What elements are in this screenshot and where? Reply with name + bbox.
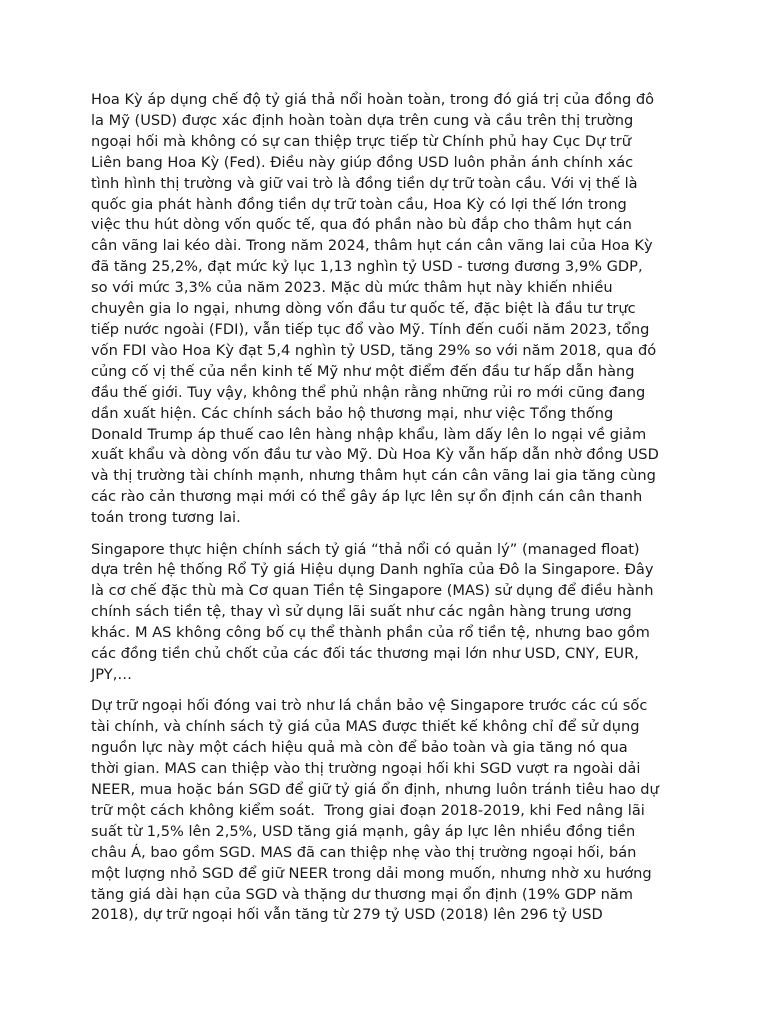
text-line: châu Á, bao gồm SGD. MAS đã can thiệp nhẹ vào thị trường ngoại hối, bán	[91, 843, 637, 861]
text-line: tình hình thị trường và giữ vai trò là đồng tiền dự trữ toàn cầu. Với vị thế là	[91, 174, 638, 192]
text-line: suất từ 1,5% lên 2,5%, USD tăng giá mạnh, gây áp lực lên nhiều đồng tiền	[91, 822, 636, 840]
text-line: 2018), dự trữ ngoại hối vẫn tăng từ 279 tỷ USD (2018) lên 296 tỷ USD	[91, 906, 603, 924]
text-line: tài chính, và chính sách tỷ giá của MAS được thiết kế không chỉ để sử dụng	[91, 718, 640, 736]
text-line: khác. M AS không công bố cụ thể thành phần của rổ tiền tệ, nhưng bao gồm	[91, 624, 650, 642]
text-line: đầu thế giới. Tuy vậy, không thể phủ nhận rằng những rủi ro mới cũng đang	[91, 383, 646, 401]
text-line: ngoại hối mà không có sự can thiệp trực tiếp từ Chính phủ hay Cục Dự trữ	[91, 132, 631, 150]
text-line: Liên bang Hoa Kỳ (Fed). Điều này giúp đồng USD luôn phản ánh chính xác	[91, 153, 634, 171]
text-line: Hoa Kỳ áp dụng chế độ tỷ giá thả nổi hoàn toàn, trong đó giá trị của đồng đô	[91, 91, 655, 108]
text-line: Donald Trump áp thuế cao lên hàng nhập khẩu, làm dấy lên lo ngại về giảm	[91, 425, 647, 443]
text-line: các đồng tiền chủ chốt của các đối tác thương mại lớn như USD, CNY, EUR,	[91, 645, 639, 663]
text-line: và thị trường tài chính mạnh, nhưng thâm hụt cán cân vãng lai gia tăng cùng	[91, 467, 656, 485]
text-line: là cơ chế đặc thù mà Cơ quan Tiền tệ Singapore (MAS) sử dụng để điều hành	[91, 582, 654, 600]
text-line: chuyên gia lo ngại, nhưng dòng vốn đầu tư quốc tế, đặc biệt là đầu tư trực	[91, 300, 636, 318]
text-line: các rào cản thương mại mới có thể gây áp lực lên sự ổn định cán cân thanh	[91, 488, 643, 506]
text-line: chính sách tiền tệ, thay vì sử dụng lãi suất như các ngân hàng trung ương	[91, 603, 632, 621]
text-line: Dự trữ ngoại hối đóng vai trò như lá chắn bảo vệ Singapore trước các cú sốc	[91, 697, 648, 715]
text-line: thời gian. MAS can thiệp vào thị trường ngoại hối khi SGD vượt ra ngoài dải	[91, 760, 641, 778]
text-line: JPY,…	[91, 665, 132, 683]
text-line: tăng giá dài hạn của SGD và thặng dư thương mại ổn định (19% GDP năm	[91, 885, 634, 903]
text-line: xuất khẩu và dòng vốn đầu tư vào Mỹ. Dù Hoa Kỳ vẫn hấp dẫn nhờ đồng USD	[91, 446, 659, 464]
text-line: la Mỹ (USD) được xác định hoàn toàn dựa trên cung và cầu trên thị trường	[91, 111, 634, 129]
text-line: việc thu hút dòng vốn quốc tế, qua đó phần nào bù đắp cho thâm hụt cán	[91, 216, 632, 234]
text-line: toán trong tương lai.	[91, 509, 241, 527]
text-line: một lượng nhỏ SGD để giữ NEER trong dải mong muốn, nhưng nhờ xu hướng	[91, 864, 652, 882]
text-line: củng cố vị thế của nền kinh tế Mỹ như một điểm đến đầu tư hấp dẫn hàng	[91, 362, 635, 380]
paragraph	[91, 696, 691, 926]
text-line: dần xuất hiện. Các chính sách bảo hộ thương mại, như việc Tổng thống	[91, 404, 614, 422]
text-line: dựa trên hệ thống Rổ Tỷ giá Hiệu dụng Danh nghĩa của Đô la Singapore. Đây	[91, 561, 654, 579]
text-line: trữ một cách không kiểm soát. Trong giai đoạn 2018-2019, khi Fed nâng lãi	[91, 801, 645, 819]
paragraph	[91, 540, 691, 686]
text-line: vốn FDI vào Hoa Kỳ đạt 5,4 nghìn tỷ USD, tăng 29% so với năm 2018, qua đó	[91, 341, 657, 359]
document-body	[91, 90, 691, 937]
text-line: đã tăng 25,2%, đạt mức kỷ lục 1,13 nghìn tỷ USD - tương đương 3,9% GDP,	[91, 258, 643, 276]
text-line: so với mức 3,3% của năm 2023. Mặc dù mức thâm hụt này khiến nhiều	[91, 279, 613, 297]
paragraph	[91, 90, 691, 529]
text-line: nguồn lực này một cách hiệu quả mà còn để bảo toàn và gia tăng nó qua	[91, 739, 628, 757]
text-line: tiếp nước ngoài (FDI), vẫn tiếp tục đổ vào Mỹ. Tính đến cuối năm 2023, tổng	[91, 320, 650, 338]
text-line: quốc gia phát hành đồng tiền dự trữ toàn cầu, Hoa Kỳ có lợi thế lớn trong	[91, 195, 627, 213]
text-line: cân vãng lai kéo dài. Trong năm 2024, thâm hụt cán cân vãng lai của Hoa Kỳ	[91, 237, 653, 255]
text-line: NEER, mua hoặc bán SGD để giữ tỷ giá ổn định, nhưng luôn tránh tiêu hao dự	[91, 781, 659, 798]
text-line: Singapore thực hiện chính sách tỷ giá “thả nổi có quản lý” (managed float)	[91, 540, 640, 558]
